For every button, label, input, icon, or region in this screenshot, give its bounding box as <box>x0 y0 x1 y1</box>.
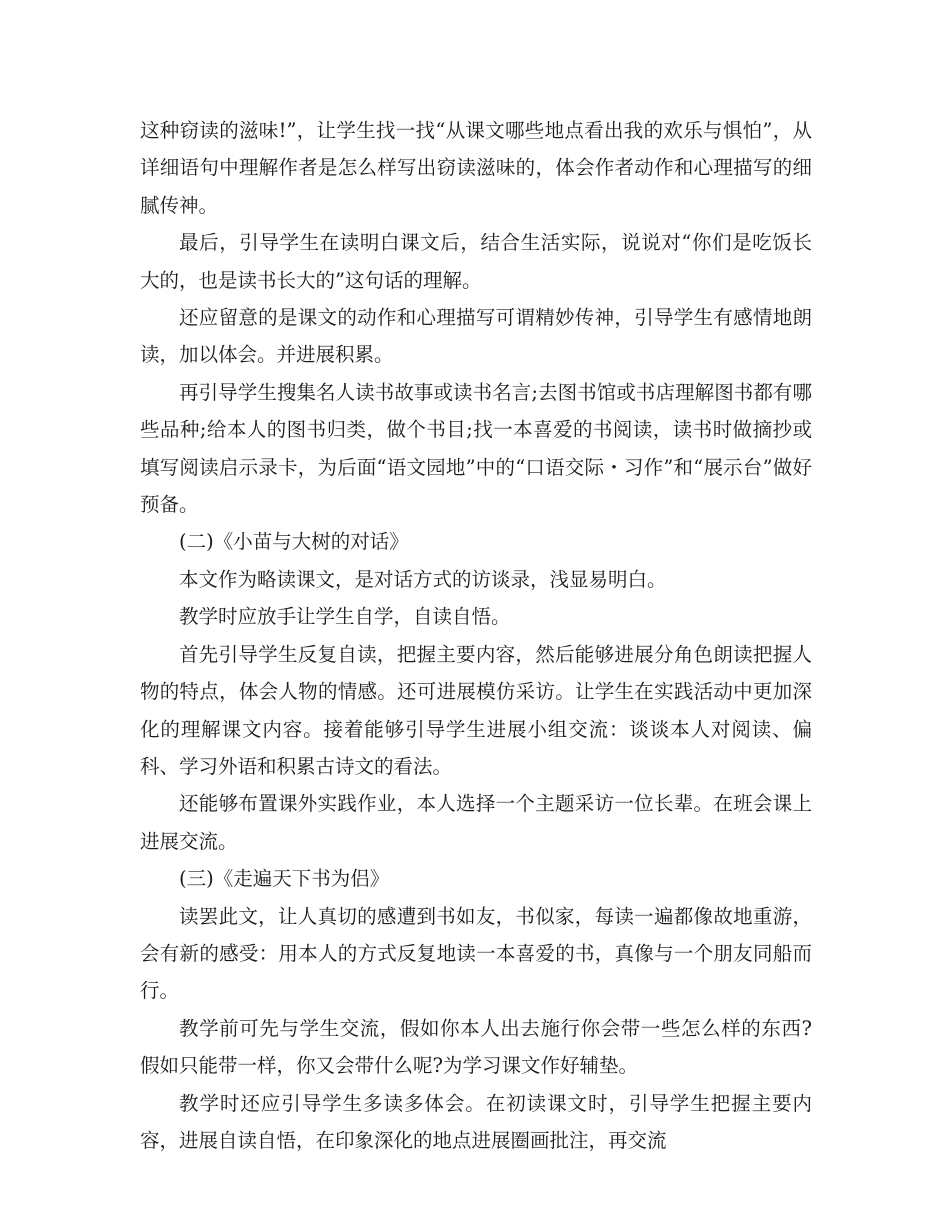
document-body <box>140 112 812 1159</box>
section-heading: (三)《走遍天下书为侣》 <box>179 867 390 891</box>
paragraph: 教学时应放手让学生自学，自读自悟。 <box>179 605 511 629</box>
paragraph: 读罢此文，让人真切的感遭到书如友，书似家，每读一遍都像故地重游，会有新的感受：用本人的方式反复地读一本喜爱的书，真像与一个朋友同船而行。 <box>140 904 812 1003</box>
paragraph: 首先引导学生反复自读，把握主要内容，然后能够进展分角色朗读把握人物的特点，体会人物的情感。还可进展模仿采访。让学生在实践活动中更加深化的理解课文内容。接着能够引导学生进展小组交流：谈谈本人对阅读、偏科、学习外语和积累古诗文的看法。 <box>140 642 812 778</box>
paragraph: 还应留意的是课文的动作和心理描写可谓精妙传神，引导学生有感情地朗读，加以体会。并进展积累。 <box>140 306 812 367</box>
paragraph: 还能够布置课外实践作业，本人选择一个主题采访一位长辈。在班会课上进展交流。 <box>140 792 812 853</box>
paragraph: 教学时还应引导学生多读多体会。在初读课文时，引导学生把握主要内容，进展自读自悟，在印象深化的地点进展圈画批注，再交流 <box>140 1091 812 1152</box>
paragraph: 再引导学生搜集名人读书故事或读书名言;去图书馆或书店理解图书都有哪些品种;给本人的图书归类，做个书目;找一本喜爱的书阅读，读书时做摘抄或填写阅读启示录卡，为后面“语文园地”中的“口语交际・习作”和“展示台”做好预备。 <box>140 380 812 517</box>
section-heading: (二)《小苗与大树的对话》 <box>179 530 409 554</box>
paragraph: 教学前可先与学生交流，假如你本人出去施行你会带一些怎么样的东西?假如只能带一样，你又会带什么呢?为学习课文作好辅垫。 <box>140 1016 812 1078</box>
paragraph: 这种窃读的滋味!”，让学生找一找“从课文哪些地点看出我的欢乐与惧怕”，从详细语句中理解作者是怎么样写出窃读滋味的，体会作者动作和心理描写的细腻传神。 <box>140 119 812 217</box>
paragraph: 最后，引导学生在读明白课文后，结合生活实际，说说对“你们是吃饭长大的，也是读书长大的”这句话的理解。 <box>140 231 812 292</box>
paragraph: 本文作为略读课文，是对话方式的访谈录，浅显易明白。 <box>179 567 667 591</box>
